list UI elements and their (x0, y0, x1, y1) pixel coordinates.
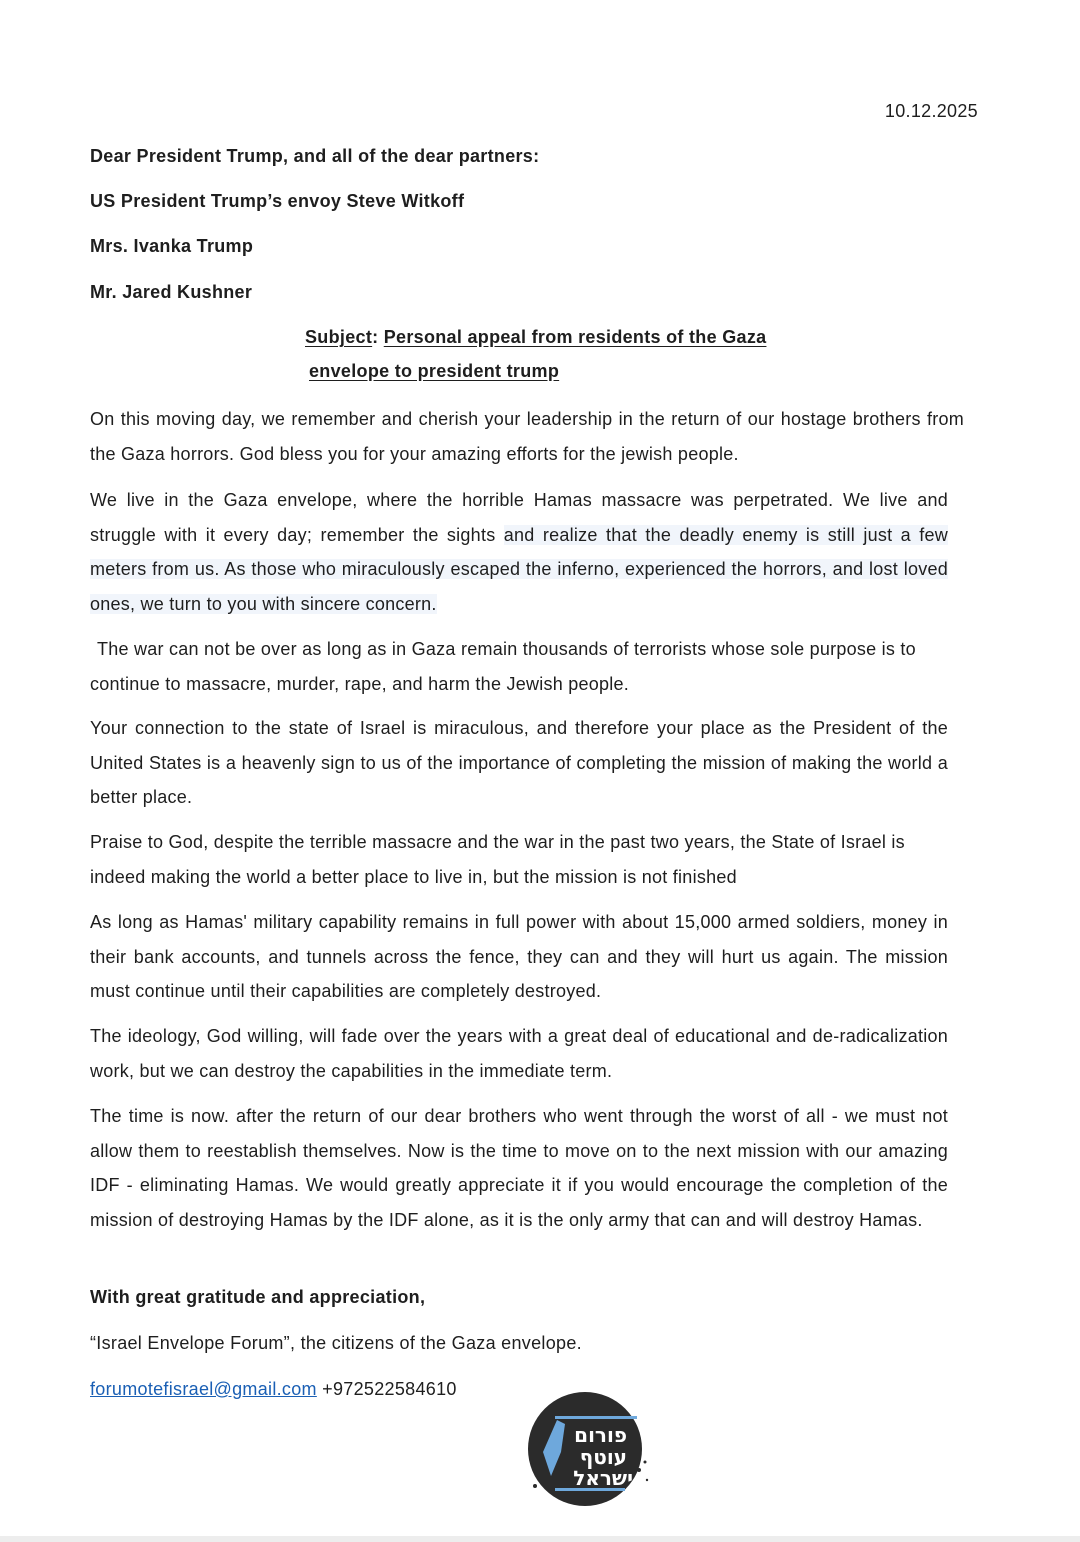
subject-label: Subject (305, 327, 373, 347)
logo-stripe (555, 1416, 637, 1419)
body-paragraph: As long as Hamas' military capability remains in full power with about 15,000 armed soldiers, money in their bank accounts, and tunnels across the fence, they can and they will hurt us again. The mission must continue until their capabilities are completely destroyed. (90, 912, 948, 1001)
addressee-line: Mrs. Ivanka Trump (90, 236, 254, 256)
subject-colon: : (372, 327, 379, 347)
addressee-line: US President Trump’s envoy Steve Witkoff (90, 191, 465, 211)
logo-splatter (533, 1484, 537, 1488)
logo-splatter (646, 1479, 648, 1481)
subject-line (305, 327, 766, 348)
body-paragraph: On this moving day, we remember and cherish your leadership in the return of our hostage brothers from the Gaza horrors. God bless you for your amazing efforts for the jewish people. (90, 409, 964, 464)
contact-line (90, 1379, 457, 1400)
signature-line: “Israel Envelope Forum”, the citizens of the Gaza envelope. (90, 1333, 582, 1353)
body-paragraph (90, 483, 948, 621)
logo-text-line1: פורום (574, 1423, 627, 1447)
addressee-line: Mr. Jared Kushner (90, 282, 253, 302)
highlighted-text: and realize that the deadly enemy is still just a few meters from us. As those who miraculously escaped the inferno, experienced the horrors, and lost loved ones, we turn to you with sincere concern. (90, 524, 949, 614)
letter-date: 10.12.2025 (884, 101, 978, 121)
paragraph-text: We live in the Gaza envelope, where the horrible Hamas massacre was perpetrated. We live and struggle with it every day; remember the sights (90, 490, 948, 545)
addressee-line: Dear President Trump, and all of the dear partners: (90, 146, 540, 166)
logo-splatter (637, 1468, 641, 1472)
body-paragraph: The time is now. after the return of our dear brothers who went through the worst of all - we must not allow them to reestablish themselves. Now is the time to move on to the next mission with our amazing IDF - eliminating Hamas. We would greatly appreciate it if you would encourage the completion of the mission of destroying Hamas by the IDF alone, as it is the only army that can and will destroy Hamas. (90, 1106, 948, 1230)
logo-text-line2: עוטף (579, 1445, 627, 1469)
email-link[interactable]: forumotefisrael@gmail.com (90, 1379, 317, 1399)
body-paragraph: The war can not be over as long as in Gaza remain thousands of terrorists whose sole purpose is to continue to massacre, murder, rape, and harm the Jewish people. (90, 639, 916, 694)
subject-text-line1: Personal appeal from residents of the Gaza (383, 327, 767, 347)
body-paragraph: The ideology, God willing, will fade over the years with a great deal of educational and de-radicalization work, but we can destroy the capabilities in the immediate term. (90, 1026, 948, 1081)
page-bottom-edge (0, 1536, 1080, 1542)
logo-text-line3: ישראל (573, 1466, 633, 1490)
logo-splatter (644, 1461, 647, 1464)
forum-logo (527, 1390, 659, 1508)
body-paragraph: Praise to God, despite the terrible massacre and the war in the past two years, the State of Israel is indeed making the world a better place to live in, but the mission is not finished (90, 832, 905, 887)
body-paragraph: Your connection to the state of Israel is miraculous, and therefore your place as the President of the United States is a heavenly sign to us of the importance of completing the mission of making the world a better place. (90, 718, 948, 807)
subject-text-line2: envelope to president trump (309, 361, 560, 381)
phone-number: +972522584610 (316, 1379, 457, 1399)
closing-salutation: With great gratitude and appreciation, (90, 1287, 426, 1307)
subject-line (309, 361, 559, 382)
